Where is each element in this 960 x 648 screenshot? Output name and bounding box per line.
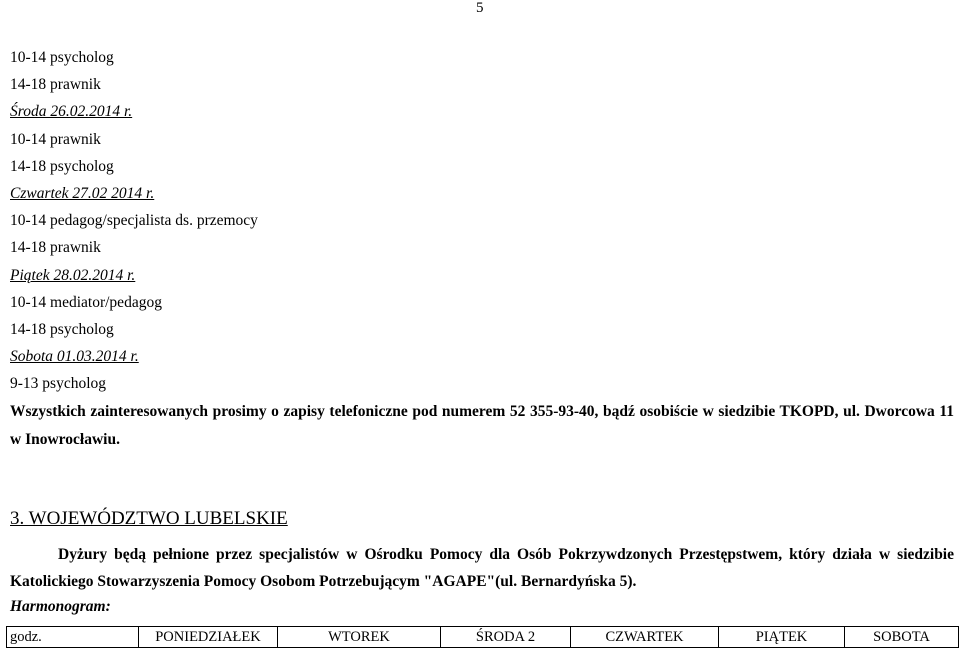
schedule-entry: 10-14 mediator/pedagog xyxy=(10,293,162,311)
schedule-entry: 14-18 psycholog xyxy=(10,157,114,175)
harmonogram-table xyxy=(6,626,959,648)
schedule-list xyxy=(10,44,258,397)
table-header-tuesday: WTOREK xyxy=(278,627,441,648)
schedule-day-heading: Środa 26.02.2014 r. xyxy=(10,103,133,121)
schedule-entry: 10-14 pedagog/specjalista ds. przemocy xyxy=(10,212,258,230)
schedule-day-heading: Piątek 28.02.2014 r. xyxy=(10,266,136,284)
table-header-friday: PIĄTEK xyxy=(719,627,845,648)
schedule-entry: 10-14 prawnik xyxy=(10,130,101,148)
section-heading: 3. WOJEWÓDZTWO LUBELSKIE xyxy=(10,508,288,529)
table-header-wednesday: ŚRODA 2 xyxy=(441,627,571,648)
table-header-hour: godz. xyxy=(7,627,139,648)
schedule-day-heading: Sobota 01.03.2014 r. xyxy=(10,348,139,366)
harmonogram-label: Harmonogram: xyxy=(10,598,111,615)
schedule-day-heading: Czwartek 27.02 2014 r. xyxy=(10,184,155,202)
schedule-entry: 14-18 psycholog xyxy=(10,320,114,338)
page-number: 5 xyxy=(476,0,484,16)
table-header-monday: PONIEDZIAŁEK xyxy=(139,627,278,648)
schedule-entry: 10-14 psycholog xyxy=(10,49,114,66)
section-description: Dyżury będą pełnione przez specjalistów w Ośrodku Pomocy dla Osób Pokrzywdzonych Przestępstwem, który działa w siedzibie Katolickiego Stowarzyszenia Pomocy Osobom Potrzebującym "AGAPE"(ul. Bernardyńska 5). xyxy=(10,546,954,590)
table-header-row xyxy=(7,627,959,648)
schedule-entry: 9-13 psycholog xyxy=(10,375,107,393)
schedule-entry: 14-18 prawnik xyxy=(10,76,101,94)
table-header-saturday: SOBOTA xyxy=(845,627,959,648)
table-header-thursday: CZWARTEK xyxy=(571,627,719,648)
registration-notice: Wszystkich zainteresowanych prosimy o zapisy telefoniczne pod numerem 52 355-93-40, bądź osobiście w siedzibie TKOPD, ul. Dworcowa 11 w Inowrocławiu. xyxy=(10,403,954,448)
schedule-entry: 14-18 prawnik xyxy=(10,239,101,257)
